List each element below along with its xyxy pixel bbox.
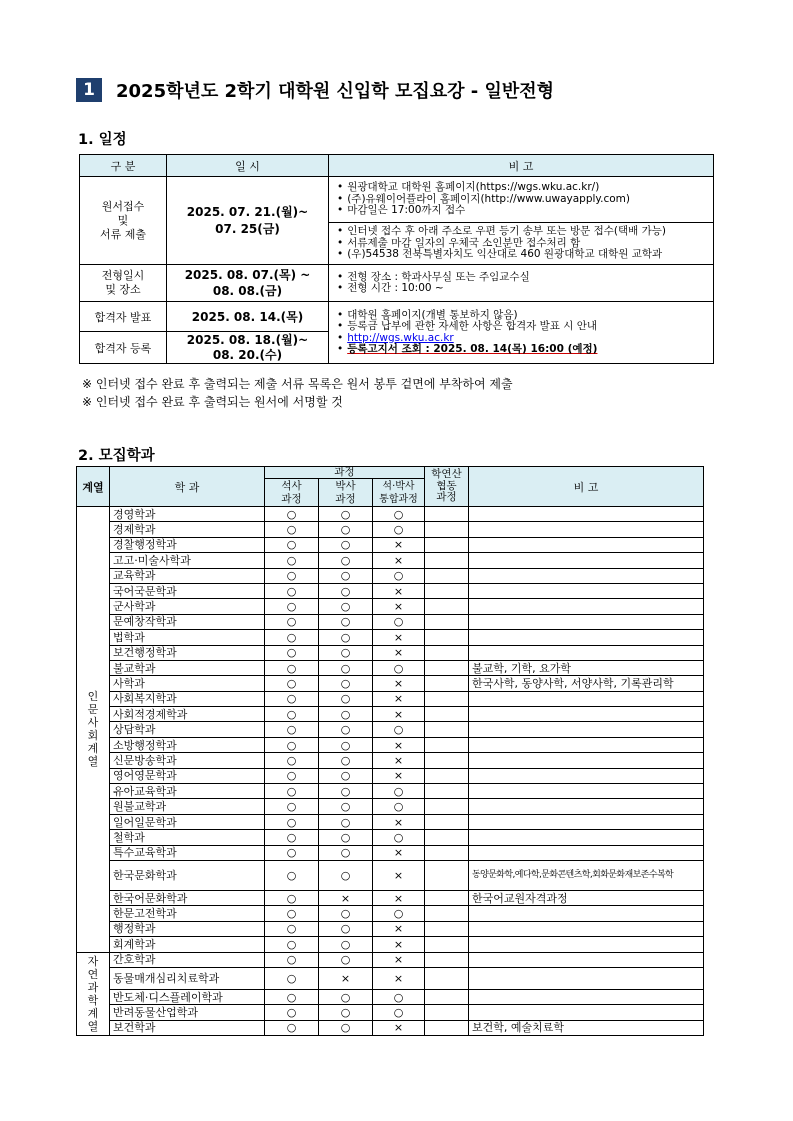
coop-availability [425,890,469,905]
table-row [77,737,704,752]
table-row [77,691,704,706]
department-name: 사회적경제학과 [110,707,265,722]
master-availability: ○ [265,799,319,814]
master-availability: ○ [265,989,319,1004]
col-department: 학 과 [110,467,265,507]
application-notes-documents [331,226,711,261]
col-category: 구 분 [80,155,167,177]
table-row [77,845,704,860]
table-row [77,568,704,583]
table-row [77,722,704,737]
department-name: 법학과 [110,630,265,645]
doctor-availability: ○ [319,799,373,814]
coop-availability [425,537,469,552]
department-name: 경제학과 [110,522,265,537]
department-remark [469,906,704,921]
coop-availability [425,860,469,890]
schedule-heading: 1. 일정 [78,132,127,148]
coop-availability [425,737,469,752]
note-item: • 마감일은 17:00까지 접수 [337,205,711,217]
department-remark [469,522,704,537]
department-remark [469,952,704,967]
coop-availability [425,784,469,799]
department-name: 교육학과 [110,568,265,583]
master-availability: ○ [265,814,319,829]
coop-availability [425,645,469,660]
department-remark [469,553,704,568]
doctor-availability: ○ [319,937,373,952]
master-availability: ○ [265,890,319,905]
master-availability: ○ [265,921,319,936]
integrated-availability: × [373,553,425,568]
registration-notice: 등록고지서 조회 : 2025. 08. 14(목) 16:00 (예정) [347,343,598,355]
coop-availability [425,1020,469,1035]
department-name: 경찰행정학과 [110,537,265,552]
master-availability: ○ [265,583,319,598]
department-name: 불교학과 [110,660,265,675]
department-name: 행정학과 [110,921,265,936]
integrated-availability: ○ [373,989,425,1004]
department-remark [469,630,704,645]
col-remark: 비 고 [329,155,714,177]
coop-availability [425,676,469,691]
department-remark [469,799,704,814]
table-row [77,937,704,952]
coop-availability [425,691,469,706]
note-item: • (주)유웨이어플라이 홈페이지(http://www.uwayapply.com) [337,194,711,206]
table-row [77,537,704,552]
row-result-label: 합격자 발표 [80,302,167,332]
note-item [337,344,711,356]
doctor-availability: ○ [319,1020,373,1035]
doctor-availability: ○ [319,737,373,752]
doctor-availability: ○ [319,845,373,860]
coop-availability [425,830,469,845]
coop-availability [425,707,469,722]
department-name: 한문고전학과 [110,906,265,921]
integrated-availability: ○ [373,568,425,583]
department-name: 상담학과 [110,722,265,737]
note-item: • 등록금 납부에 관한 자세한 사항은 합격자 발표 시 안내 [337,321,711,333]
department-remark [469,614,704,629]
col-doctor: 박사 과정 [319,479,373,507]
department-remark [469,737,704,752]
master-availability: ○ [265,952,319,967]
master-availability: ○ [265,722,319,737]
department-remark [469,583,704,598]
coop-availability [425,799,469,814]
doctor-availability: ○ [319,989,373,1004]
coop-availability [425,630,469,645]
col-datetime: 일 시 [167,155,329,177]
page-title: 2025학년도 2학기 대학원 신입학 모집요강 - 일반전형 [116,81,555,102]
coop-availability [425,522,469,537]
integrated-availability: × [373,676,425,691]
department-name: 사회복지학과 [110,691,265,706]
doctor-availability: ○ [319,583,373,598]
coop-availability [425,768,469,783]
table-row [77,753,704,768]
doctor-availability: ○ [319,507,373,522]
integrated-availability: × [373,599,425,614]
integrated-availability: × [373,921,425,936]
table-row [77,645,704,660]
master-availability: ○ [265,737,319,752]
department-name: 보건학과 [110,1020,265,1035]
master-availability: ○ [265,937,319,952]
department-remark [469,830,704,845]
doctor-availability: ○ [319,691,373,706]
department-remark [469,707,704,722]
col-master: 석사 과정 [265,479,319,507]
doctor-availability: ○ [319,906,373,921]
department-name: 유아교육학과 [110,784,265,799]
department-name: 군사학과 [110,599,265,614]
table-row [77,630,704,645]
doctor-availability: ○ [319,860,373,890]
integrated-availability: × [373,1020,425,1035]
doctor-availability: ○ [319,814,373,829]
department-remark [469,814,704,829]
department-remark: 불교학, 기학, 요가학 [469,660,704,675]
table-row [77,707,704,722]
notice-line: ※ 인터넷 접수 완료 후 출력되는 원서에 서명할 것 [82,395,343,409]
humanities-group-label: 인 문 사 회 계 열 [77,507,110,953]
doctor-availability: ○ [319,614,373,629]
integrated-availability: × [373,753,425,768]
graduate-homepage-link[interactable]: http://wgs.wku.ac.kr [347,331,454,344]
master-availability: ○ [265,845,319,860]
notice-line: ※ 인터넷 접수 완료 후 출력되는 제출 서류 목록은 원서 봉투 겉면에 부착하여 제출 [82,377,513,391]
table-row [77,967,704,989]
department-name: 동물매개심리치료학과 [110,967,265,989]
table-row [77,507,704,522]
integrated-availability: × [373,707,425,722]
col-course: 과정 [265,467,425,479]
science-group-label: 자 연 과 학 계 열 [77,952,110,1036]
department-name: 경영학과 [110,507,265,522]
integrated-availability: ○ [373,799,425,814]
table-row [77,676,704,691]
doctor-availability: ○ [319,630,373,645]
doctor-availability: ○ [319,676,373,691]
department-name: 일어일문학과 [110,814,265,829]
department-name: 반려동물산업학과 [110,1005,265,1020]
col-group: 계열 [77,467,110,507]
doctor-availability: ○ [319,645,373,660]
doctor-availability: ○ [319,553,373,568]
master-availability: ○ [265,1020,319,1035]
result-notes [331,310,711,356]
row-application-label: 원서접수 및 서류 제출 [80,177,167,265]
coop-availability [425,937,469,952]
integrated-availability: × [373,768,425,783]
department-remark [469,722,704,737]
integrated-availability: × [373,583,425,598]
department-remark [469,989,704,1004]
integrated-availability: × [373,967,425,989]
doctor-availability: ○ [319,830,373,845]
master-availability: ○ [265,860,319,890]
integrated-availability: ○ [373,784,425,799]
master-availability: ○ [265,1005,319,1020]
application-notes-online [331,182,711,217]
integrated-availability: ○ [373,507,425,522]
coop-availability [425,989,469,1004]
coop-availability [425,952,469,967]
doctor-availability: ○ [319,753,373,768]
master-availability: ○ [265,507,319,522]
master-availability: ○ [265,553,319,568]
integrated-availability: × [373,537,425,552]
coop-availability [425,814,469,829]
integrated-availability: ○ [373,614,425,629]
doctor-availability: × [319,890,373,905]
doctor-availability: ○ [319,952,373,967]
note-item: • 대학원 홈페이지(개별 통보하지 않음) [337,310,711,322]
doctor-availability: ○ [319,568,373,583]
coop-availability [425,614,469,629]
integrated-availability: ○ [373,906,425,921]
department-name: 철학과 [110,830,265,845]
integrated-availability: × [373,860,425,890]
coop-availability [425,553,469,568]
department-name: 한국문화학과 [110,860,265,890]
row-registration-date: 2025. 08. 18.(월)~ 08. 20.(수) [167,332,329,364]
department-remark [469,599,704,614]
department-remark [469,921,704,936]
department-remark [469,691,704,706]
coop-availability [425,599,469,614]
coop-availability [425,568,469,583]
row-application-date: 2025. 07. 21.(월)~ 07. 25(금) [167,177,329,265]
table-row [77,860,704,890]
department-name: 간호학과 [110,952,265,967]
department-remark [469,753,704,768]
master-availability: ○ [265,967,319,989]
doctor-availability: ○ [319,522,373,537]
doctor-availability: ○ [319,1005,373,1020]
department-remark [469,507,704,522]
department-remark: 보건학, 예술치료학 [469,1020,704,1035]
department-name: 사학과 [110,676,265,691]
integrated-availability: × [373,691,425,706]
doctor-availability: × [319,967,373,989]
col-integrated: 석·박사 통합과정 [373,479,425,507]
master-availability: ○ [265,906,319,921]
department-name: 영어영문학과 [110,768,265,783]
integrated-availability: ○ [373,722,425,737]
doctor-availability: ○ [319,784,373,799]
doctor-availability: ○ [319,921,373,936]
doctor-availability: ○ [319,660,373,675]
integrated-availability: × [373,952,425,967]
table-row [77,814,704,829]
doctor-availability: ○ [319,707,373,722]
coop-availability [425,967,469,989]
table-row [77,1020,704,1035]
schedule-table [79,154,714,364]
document-title [76,78,554,102]
master-availability: ○ [265,630,319,645]
department-remark [469,645,704,660]
table-row [77,599,704,614]
table-row [77,583,704,598]
department-remark [469,1005,704,1020]
master-availability: ○ [265,645,319,660]
master-availability: ○ [265,784,319,799]
exam-notes [331,272,711,295]
master-availability: ○ [265,691,319,706]
department-name: 보건행정학과 [110,645,265,660]
department-name: 고고·미술사학과 [110,553,265,568]
master-availability: ○ [265,599,319,614]
department-remark [469,537,704,552]
integrated-availability: × [373,890,425,905]
integrated-availability: ○ [373,660,425,675]
note-item: • 인터넷 접수 후 아래 주소로 우편 등기 송부 또는 방문 접수(택배 가능) [337,226,711,238]
integrated-availability: × [373,937,425,952]
department-remark [469,845,704,860]
table-row [77,952,704,967]
department-name: 문예창작학과 [110,614,265,629]
master-availability: ○ [265,830,319,845]
department-remark: 동양문화학,예다학,문화콘텐츠학,회화문화재보존수복학 [469,860,704,890]
coop-availability [425,1005,469,1020]
department-remark: 한국사학, 동양사학, 서양사학, 기록관리학 [469,676,704,691]
coop-availability [425,660,469,675]
master-availability: ○ [265,522,319,537]
table-row [77,768,704,783]
table-row [77,522,704,537]
coop-availability [425,906,469,921]
department-remark [469,967,704,989]
row-exam-label: 전형일시 및 장소 [80,265,167,302]
coop-availability [425,722,469,737]
department-name: 특수교육학과 [110,845,265,860]
department-remark: 한국어교원자격과정 [469,890,704,905]
departments-table [76,466,704,1036]
department-remark [469,937,704,952]
doctor-availability: ○ [319,722,373,737]
integrated-availability: × [373,737,425,752]
coop-availability [425,845,469,860]
table-row [77,784,704,799]
master-availability: ○ [265,768,319,783]
note-item: • (우)54538 전북특별자치도 익산대로 460 원광대학교 대학원 교학과 [337,249,711,261]
master-availability: ○ [265,707,319,722]
doctor-availability: ○ [319,599,373,614]
doctor-availability: ○ [319,537,373,552]
department-remark [469,568,704,583]
department-name: 원불교학과 [110,799,265,814]
row-exam-date: 2025. 08. 07.(목) ~ 08. 08.(금) [167,265,329,302]
master-availability: ○ [265,614,319,629]
table-row [77,553,704,568]
department-name: 신문방송학과 [110,753,265,768]
coop-availability [425,753,469,768]
department-remark [469,768,704,783]
note-item: • 원광대학교 대학원 홈페이지(https://wgs.wku.ac.kr/) [337,182,711,194]
table-row [77,1005,704,1020]
integrated-availability: × [373,630,425,645]
integrated-availability: × [373,814,425,829]
coop-availability [425,583,469,598]
col-remark: 비 고 [469,467,704,507]
department-name: 회계학과 [110,937,265,952]
master-availability: ○ [265,676,319,691]
section-number-badge: 1 [76,78,102,102]
row-registration-label: 합격자 등록 [80,332,167,364]
table-row [77,989,704,1004]
table-row [77,906,704,921]
table-row [77,799,704,814]
department-name: 한국어문화학과 [110,890,265,905]
doctor-availability: ○ [319,768,373,783]
master-availability: ○ [265,568,319,583]
row-result-date: 2025. 08. 14.(목) [167,302,329,332]
table-row [77,614,704,629]
master-availability: ○ [265,537,319,552]
table-row [77,830,704,845]
integrated-availability: × [373,645,425,660]
table-row [77,660,704,675]
coop-availability [425,921,469,936]
department-name: 국어국문학과 [110,583,265,598]
master-availability: ○ [265,660,319,675]
department-name: 반도체·디스플레이학과 [110,989,265,1004]
department-name: 소방행정학과 [110,737,265,752]
note-item: • 서류제출 마감 일자의 우체국 소인분만 접수처리 함 [337,238,711,250]
coop-availability [425,507,469,522]
department-remark [469,784,704,799]
note-item: • 전형 시간 : 10:00 ~ [337,283,711,295]
table-row [77,921,704,936]
note-item: • 전형 장소 : 학과사무실 또는 주임교수실 [337,272,711,284]
integrated-availability: ○ [373,830,425,845]
integrated-availability: × [373,845,425,860]
integrated-availability: ○ [373,1005,425,1020]
departments-heading: 2. 모집학과 [78,448,155,464]
table-row [77,890,704,905]
master-availability: ○ [265,753,319,768]
integrated-availability: ○ [373,522,425,537]
col-coop: 학연산 협동 과정 [425,467,469,507]
